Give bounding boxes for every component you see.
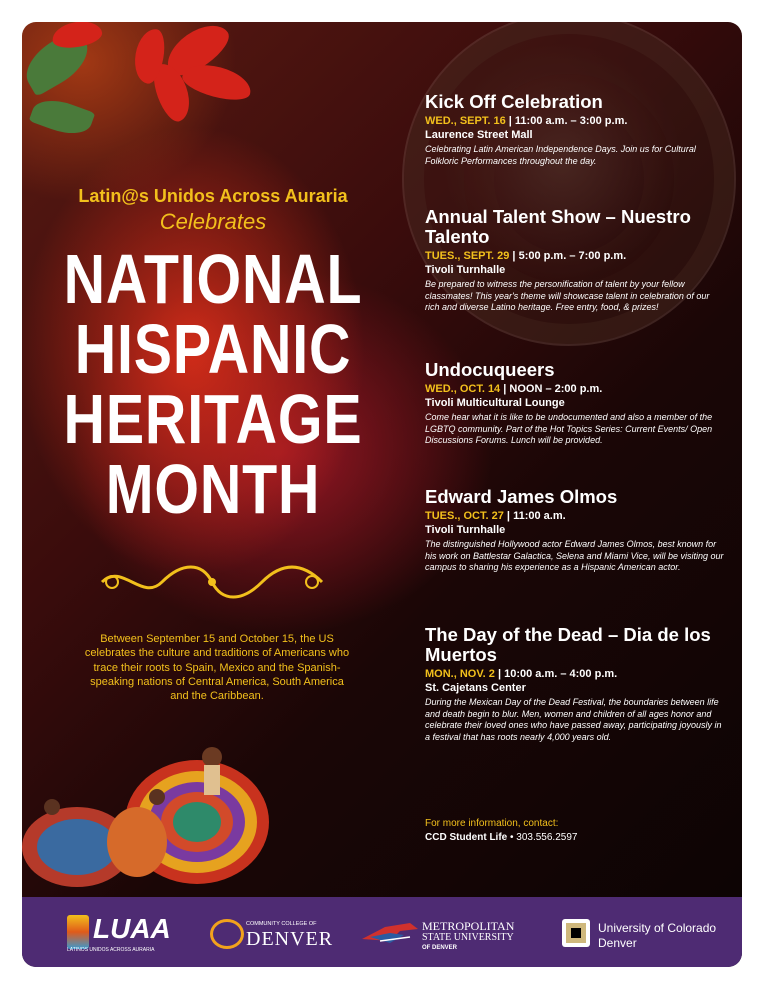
msu-line-3: OF DENVER xyxy=(422,945,458,951)
event-day: TUES., SEPT. 29 xyxy=(425,249,510,262)
contact-line: CCD Student Life • 303.556.2597 xyxy=(425,831,578,843)
event-item xyxy=(425,625,725,744)
contact-label: For more information, contact: xyxy=(425,818,559,829)
event-date: WED., OCT. 14 | NOON – 2:00 p.m. xyxy=(425,382,603,395)
event-date: WED., SEPT. 16 | 11:00 a.m. – 3:00 p.m. xyxy=(425,114,628,127)
red-flower-illustration xyxy=(22,22,262,182)
contact-info xyxy=(425,817,725,844)
event-title: Annual Talent Show – Nuestro Talento xyxy=(425,206,691,247)
event-item xyxy=(425,487,725,574)
event-item xyxy=(425,207,725,314)
contact-name: CCD Student Life xyxy=(425,831,508,843)
event-time: 11:00 a.m. xyxy=(513,509,566,522)
event-location: Tivoli Turnhalle xyxy=(425,263,506,276)
event-description: Be prepared to witness the personification of talent by your fellow classmates! This year's theme will showcase talent in celebration of our rich and diverse Latino heritage. Free entry, food, & prizes! xyxy=(425,278,710,313)
title-line-2: HISPANIC xyxy=(74,310,352,388)
org-name: Latin@s Unidos Across Auraria xyxy=(78,186,348,206)
event-title: The Day of the Dead – Dia de los Muertos xyxy=(425,624,711,665)
event-location: St. Cajetans Center xyxy=(425,681,526,694)
event-title: Edward James Olmos xyxy=(425,486,618,507)
event-day: WED., SEPT. 16 xyxy=(425,114,506,127)
event-description: During the Mexican Day of the Dead Festival, the boundaries between life and death begin to blur. Men, women and children of all ages honor and celebrate their loved ones who have passed away, participating joyously in a festival that has roots nearly 4,000 years old. xyxy=(425,696,722,743)
ccd-logo-small-text: COMMUNITY COLLEGE OF xyxy=(246,921,317,927)
event-time: 5:00 p.m. – 7:00 p.m. xyxy=(518,249,627,262)
event-title: Kick Off Celebration xyxy=(425,91,603,112)
event-description: Come hear what it is like to be undocumented and also a member of the LGBTQ community. Part of the Hot Topics Series: Current Events/ Open Discussions Forums. Lunch will be provided. xyxy=(425,412,713,446)
title-line-3: HERITAGE xyxy=(63,380,363,458)
event-description: The distinguished Hollywood actor Edward James Olmos, best known for his work on Battlestar Galactica, Selena and Miami Vice, will be visiting our campus to sharing his experience as a Hispanic American actor. xyxy=(425,539,724,573)
msu-line-2: STATE UNIVERSITY xyxy=(422,932,514,943)
ccd-logo-icon xyxy=(210,919,244,949)
title-line-4: MONTH xyxy=(105,450,321,528)
event-date: TUES., SEPT. 29 | 5:00 p.m. – 7:00 p.m. xyxy=(425,249,627,262)
event-location: Laurence Street Mall xyxy=(425,128,533,141)
luaa-logo-subtext: LATINOS UNIDOS ACROSS AURARIA xyxy=(67,947,155,953)
event-day: WED., OCT. 14 xyxy=(425,382,501,395)
roadrunner-icon xyxy=(360,917,420,951)
event-day: TUES., OCT. 27 xyxy=(425,509,504,522)
event-title: Undocuqueers xyxy=(425,359,555,380)
event-item xyxy=(425,360,725,447)
event-location: Tivoli Turnhalle xyxy=(425,523,506,536)
gold-scroll-ornament xyxy=(92,562,332,602)
poster xyxy=(22,22,742,967)
celebrates-text: Celebrates xyxy=(159,209,267,234)
contact-phone: 303.556.2597 xyxy=(516,831,578,843)
luaa-logo xyxy=(67,911,177,955)
msu-line-1: METROPOLITAN xyxy=(422,919,515,933)
event-item xyxy=(425,92,725,167)
folklorico-dancers-image xyxy=(22,727,272,897)
sponsor-footer xyxy=(22,897,742,967)
event-description: Celebrating Latin American Independence Days. Join us for Cultural Folkloric Performances throughout the day. xyxy=(425,144,696,166)
cu-line-2: Denver xyxy=(598,936,637,950)
msu-denver-logo xyxy=(360,917,535,955)
cu-denver-logo xyxy=(562,917,732,953)
ccd-logo-big-text: DENVER xyxy=(246,928,334,950)
event-date: MON., NOV. 2 | 10:00 a.m. – 4:00 p.m. xyxy=(425,667,618,680)
event-date: TUES., OCT. 27 | 11:00 a.m. xyxy=(425,509,566,522)
cu-logo-icon xyxy=(562,919,590,947)
ccd-logo xyxy=(210,917,335,953)
luaa-logo-text: LUAA xyxy=(93,913,171,944)
intro-paragraph: Between September 15 and October 15, the US celebrates the culture and traditions of Americans who trace their roots to Spain, Mexico and the Spanish-speaking nations of Central America, South America and the Caribbean. xyxy=(84,633,350,703)
cu-line-1: University of Colorado xyxy=(598,921,717,935)
event-time: 10:00 a.m. – 4:00 p.m. xyxy=(504,667,618,680)
event-day: MON., NOV. 2 xyxy=(425,667,495,680)
event-time: 11:00 a.m. – 3:00 p.m. xyxy=(514,114,628,127)
title-line-1: NATIONAL xyxy=(63,240,363,318)
event-location: Tivoli Multicultural Lounge xyxy=(425,396,565,409)
event-time: NOON – 2:00 p.m. xyxy=(509,382,603,395)
